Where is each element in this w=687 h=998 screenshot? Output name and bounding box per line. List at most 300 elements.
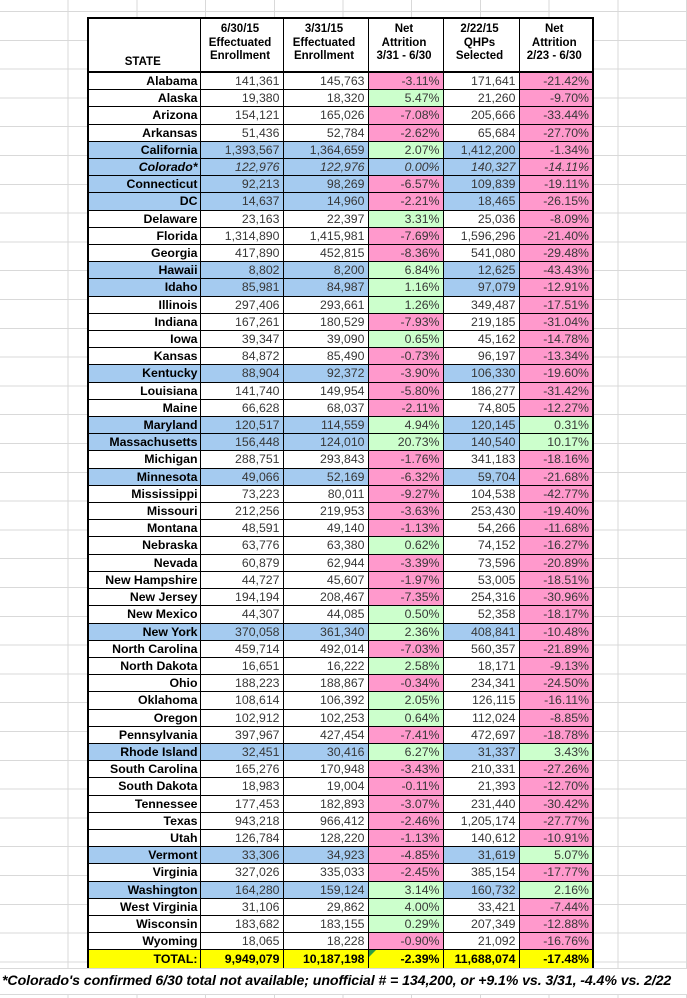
state-cell[interactable]: Oklahoma bbox=[88, 692, 200, 709]
qhps-selected-cell[interactable]: 472,697 bbox=[443, 726, 519, 743]
state-cell[interactable]: Washington bbox=[88, 881, 200, 898]
qhps-selected-cell[interactable]: 104,538 bbox=[443, 485, 519, 502]
effectuated-6-30-cell[interactable]: 33,306 bbox=[200, 847, 283, 864]
net-attrition-3-31-6-30-cell[interactable]: 2.36% bbox=[368, 623, 443, 640]
net-attrition-2-23-6-30-cell[interactable]: -1.34% bbox=[519, 141, 593, 158]
effectuated-6-30-cell[interactable]: 297,406 bbox=[200, 296, 283, 313]
state-cell[interactable]: Pennsylvania bbox=[88, 726, 200, 743]
qhps-selected-cell[interactable]: 231,440 bbox=[443, 795, 519, 812]
effectuated-3-31-cell[interactable]: 966,412 bbox=[283, 812, 368, 829]
effectuated-3-31-cell[interactable]: 49,140 bbox=[283, 520, 368, 537]
qhps-selected-cell[interactable]: 33,421 bbox=[443, 898, 519, 915]
effectuated-3-31-cell[interactable]: 1,364,659 bbox=[283, 141, 368, 158]
net-attrition-3-31-6-30-cell[interactable]: -0.90% bbox=[368, 933, 443, 950]
state-cell[interactable]: Michigan bbox=[88, 451, 200, 468]
state-cell[interactable]: Rhode Island bbox=[88, 743, 200, 760]
effectuated-6-30-cell[interactable]: 73,223 bbox=[200, 485, 283, 502]
effectuated-6-30-cell[interactable]: 108,614 bbox=[200, 692, 283, 709]
effectuated-3-31-cell[interactable]: 159,124 bbox=[283, 881, 368, 898]
net-attrition-3-31-6-30-cell[interactable]: -9.27% bbox=[368, 485, 443, 502]
net-attrition-3-31-6-30-cell[interactable]: -2.21% bbox=[368, 193, 443, 210]
effectuated-6-30-cell[interactable]: 459,714 bbox=[200, 640, 283, 657]
qhps-selected-cell[interactable]: 341,183 bbox=[443, 451, 519, 468]
state-cell[interactable]: Oregon bbox=[88, 709, 200, 726]
effectuated-6-30-cell[interactable]: 327,026 bbox=[200, 864, 283, 881]
effectuated-3-31-cell[interactable]: 492,014 bbox=[283, 640, 368, 657]
effectuated-6-30-cell[interactable]: 16,651 bbox=[200, 657, 283, 674]
effectuated-3-31-cell[interactable]: 16,222 bbox=[283, 657, 368, 674]
state-cell[interactable]: Ohio bbox=[88, 675, 200, 692]
state-cell[interactable]: Hawaii bbox=[88, 262, 200, 279]
state-cell[interactable]: Maryland bbox=[88, 417, 200, 434]
net-attrition-3-31-6-30-cell[interactable]: -3.11% bbox=[368, 72, 443, 90]
net-attrition-3-31-6-30-cell[interactable]: -6.57% bbox=[368, 176, 443, 193]
qhps-selected-cell[interactable]: 73,596 bbox=[443, 554, 519, 571]
state-cell[interactable]: Indiana bbox=[88, 313, 200, 330]
effectuated-3-31-cell[interactable]: 8,200 bbox=[283, 262, 368, 279]
net-attrition-2-23-6-30-cell[interactable]: -9.70% bbox=[519, 90, 593, 107]
total-net-attrition-3-31-6-30-cell[interactable] bbox=[368, 950, 443, 970]
qhps-selected-cell[interactable]: 54,266 bbox=[443, 520, 519, 537]
net-attrition-2-23-6-30-cell[interactable]: 10.17% bbox=[519, 434, 593, 451]
net-attrition-3-31-6-30-cell[interactable]: -0.73% bbox=[368, 348, 443, 365]
state-cell[interactable]: Arkansas bbox=[88, 124, 200, 141]
net-attrition-3-31-6-30-cell[interactable]: 0.64% bbox=[368, 709, 443, 726]
qhps-selected-cell[interactable]: 52,358 bbox=[443, 606, 519, 623]
effectuated-3-31-cell[interactable]: 98,269 bbox=[283, 176, 368, 193]
net-attrition-2-23-6-30-cell[interactable]: -8.09% bbox=[519, 210, 593, 227]
net-attrition-3-31-6-30-cell[interactable]: 0.29% bbox=[368, 915, 443, 932]
effectuated-6-30-cell[interactable]: 183,682 bbox=[200, 915, 283, 932]
net-attrition-2-23-6-30-cell[interactable]: -10.48% bbox=[519, 623, 593, 640]
state-cell[interactable]: Iowa bbox=[88, 331, 200, 348]
net-attrition-2-23-6-30-cell[interactable]: -10.91% bbox=[519, 829, 593, 846]
state-cell[interactable]: Alabama bbox=[88, 72, 200, 90]
net-attrition-2-23-6-30-cell[interactable]: -21.40% bbox=[519, 227, 593, 244]
net-attrition-3-31-6-30-cell[interactable]: 0.00% bbox=[368, 159, 443, 176]
effectuated-6-30-cell[interactable]: 165,276 bbox=[200, 761, 283, 778]
state-cell[interactable]: Idaho bbox=[88, 279, 200, 296]
qhps-selected-cell[interactable]: 120,145 bbox=[443, 417, 519, 434]
net-attrition-2-23-6-30-cell[interactable]: -16.11% bbox=[519, 692, 593, 709]
state-cell[interactable]: Maine bbox=[88, 399, 200, 416]
net-attrition-3-31-6-30-cell[interactable]: -3.07% bbox=[368, 795, 443, 812]
state-cell[interactable]: New Mexico bbox=[88, 606, 200, 623]
net-attrition-2-23-6-30-cell[interactable]: -8.85% bbox=[519, 709, 593, 726]
state-cell[interactable]: Delaware bbox=[88, 210, 200, 227]
effectuated-6-30-cell[interactable]: 44,727 bbox=[200, 571, 283, 588]
effectuated-6-30-cell[interactable]: 49,066 bbox=[200, 468, 283, 485]
net-attrition-2-23-6-30-cell[interactable]: -30.42% bbox=[519, 795, 593, 812]
net-attrition-3-31-6-30-cell[interactable]: -6.32% bbox=[368, 468, 443, 485]
state-cell[interactable]: Massachusetts bbox=[88, 434, 200, 451]
qhps-selected-cell[interactable]: 31,619 bbox=[443, 847, 519, 864]
qhps-selected-cell[interactable]: 1,205,174 bbox=[443, 812, 519, 829]
qhps-selected-cell[interactable]: 96,197 bbox=[443, 348, 519, 365]
net-attrition-2-23-6-30-cell[interactable]: -14.78% bbox=[519, 331, 593, 348]
effectuated-3-31-cell[interactable]: 1,415,981 bbox=[283, 227, 368, 244]
net-attrition-2-23-6-30-cell[interactable]: -7.44% bbox=[519, 898, 593, 915]
qhps-selected-cell[interactable]: 21,092 bbox=[443, 933, 519, 950]
state-cell[interactable]: North Carolina bbox=[88, 640, 200, 657]
state-cell[interactable]: New York bbox=[88, 623, 200, 640]
net-attrition-3-31-6-30-cell[interactable]: 1.26% bbox=[368, 296, 443, 313]
effectuated-6-30-cell[interactable]: 122,976 bbox=[200, 159, 283, 176]
effectuated-3-31-cell[interactable]: 68,037 bbox=[283, 399, 368, 416]
net-attrition-3-31-6-30-cell[interactable]: 6.27% bbox=[368, 743, 443, 760]
state-cell[interactable]: Texas bbox=[88, 812, 200, 829]
qhps-selected-cell[interactable]: 59,704 bbox=[443, 468, 519, 485]
state-cell[interactable]: Arizona bbox=[88, 107, 200, 124]
qhps-selected-cell[interactable]: 74,805 bbox=[443, 399, 519, 416]
effectuated-3-31-cell[interactable]: 29,862 bbox=[283, 898, 368, 915]
effectuated-6-30-cell[interactable]: 85,981 bbox=[200, 279, 283, 296]
effectuated-6-30-cell[interactable]: 84,872 bbox=[200, 348, 283, 365]
qhps-selected-cell[interactable]: 205,666 bbox=[443, 107, 519, 124]
effectuated-3-31-cell[interactable]: 19,004 bbox=[283, 778, 368, 795]
net-attrition-3-31-6-30-cell[interactable]: 2.05% bbox=[368, 692, 443, 709]
effectuated-6-30-cell[interactable]: 102,912 bbox=[200, 709, 283, 726]
net-attrition-2-23-6-30-cell[interactable]: -12.91% bbox=[519, 279, 593, 296]
effectuated-6-30-cell[interactable]: 417,890 bbox=[200, 245, 283, 262]
qhps-selected-cell[interactable]: 349,487 bbox=[443, 296, 519, 313]
net-attrition-3-31-6-30-cell[interactable]: -1.97% bbox=[368, 571, 443, 588]
net-attrition-2-23-6-30-cell[interactable]: -12.88% bbox=[519, 915, 593, 932]
net-attrition-2-23-6-30-cell[interactable]: -12.70% bbox=[519, 778, 593, 795]
effectuated-6-30-cell[interactable]: 212,256 bbox=[200, 503, 283, 520]
qhps-selected-cell[interactable]: 219,185 bbox=[443, 313, 519, 330]
effectuated-3-31-cell[interactable]: 80,011 bbox=[283, 485, 368, 502]
net-attrition-3-31-6-30-cell[interactable]: 4.94% bbox=[368, 417, 443, 434]
effectuated-6-30-cell[interactable]: 18,065 bbox=[200, 933, 283, 950]
net-attrition-2-23-6-30-cell[interactable]: -12.27% bbox=[519, 399, 593, 416]
qhps-selected-cell[interactable]: 186,277 bbox=[443, 382, 519, 399]
effectuated-3-31-cell[interactable]: 180,529 bbox=[283, 313, 368, 330]
state-cell[interactable]: Florida bbox=[88, 227, 200, 244]
effectuated-3-31-cell[interactable]: 102,253 bbox=[283, 709, 368, 726]
effectuated-3-31-cell[interactable]: 182,893 bbox=[283, 795, 368, 812]
qhps-selected-cell[interactable]: 112,024 bbox=[443, 709, 519, 726]
net-attrition-3-31-6-30-cell[interactable]: 0.62% bbox=[368, 537, 443, 554]
net-attrition-3-31-6-30-cell[interactable]: 20.73% bbox=[368, 434, 443, 451]
effectuated-6-30-cell[interactable]: 370,058 bbox=[200, 623, 283, 640]
qhps-selected-cell[interactable]: 408,841 bbox=[443, 623, 519, 640]
net-attrition-2-23-6-30-cell[interactable]: -31.42% bbox=[519, 382, 593, 399]
qhps-selected-cell[interactable]: 21,393 bbox=[443, 778, 519, 795]
qhps-selected-cell[interactable]: 106,330 bbox=[443, 365, 519, 382]
total-net-attrition-2-23-6-30-cell[interactable]: -17.48% bbox=[519, 950, 593, 970]
effectuated-6-30-cell[interactable]: 23,163 bbox=[200, 210, 283, 227]
net-attrition-2-23-6-30-cell[interactable]: -18.51% bbox=[519, 571, 593, 588]
effectuated-6-30-cell[interactable]: 8,802 bbox=[200, 262, 283, 279]
qhps-selected-cell[interactable]: 53,005 bbox=[443, 571, 519, 588]
header-effectuated-3-31[interactable] bbox=[283, 18, 368, 72]
qhps-selected-cell[interactable]: 385,154 bbox=[443, 864, 519, 881]
effectuated-6-30-cell[interactable]: 188,223 bbox=[200, 675, 283, 692]
net-attrition-2-23-6-30-cell[interactable]: -17.77% bbox=[519, 864, 593, 881]
state-cell[interactable]: Kansas bbox=[88, 348, 200, 365]
effectuated-6-30-cell[interactable]: 164,280 bbox=[200, 881, 283, 898]
state-cell[interactable]: Nebraska bbox=[88, 537, 200, 554]
qhps-selected-cell[interactable]: 109,839 bbox=[443, 176, 519, 193]
effectuated-3-31-cell[interactable]: 39,090 bbox=[283, 331, 368, 348]
effectuated-6-30-cell[interactable]: 167,261 bbox=[200, 313, 283, 330]
effectuated-6-30-cell[interactable]: 32,451 bbox=[200, 743, 283, 760]
effectuated-3-31-cell[interactable]: 128,220 bbox=[283, 829, 368, 846]
state-cell[interactable]: North Dakota bbox=[88, 657, 200, 674]
header-qhps-selected[interactable] bbox=[443, 18, 519, 72]
effectuated-6-30-cell[interactable]: 92,213 bbox=[200, 176, 283, 193]
net-attrition-3-31-6-30-cell[interactable]: -7.69% bbox=[368, 227, 443, 244]
effectuated-3-31-cell[interactable]: 219,953 bbox=[283, 503, 368, 520]
qhps-selected-cell[interactable]: 140,540 bbox=[443, 434, 519, 451]
effectuated-3-31-cell[interactable]: 427,454 bbox=[283, 726, 368, 743]
state-cell[interactable]: Montana bbox=[88, 520, 200, 537]
net-attrition-3-31-6-30-cell[interactable]: -1.13% bbox=[368, 829, 443, 846]
net-attrition-2-23-6-30-cell[interactable]: -17.51% bbox=[519, 296, 593, 313]
net-attrition-3-31-6-30-cell[interactable]: -8.36% bbox=[368, 245, 443, 262]
net-attrition-3-31-6-30-cell[interactable]: 0.65% bbox=[368, 331, 443, 348]
net-attrition-3-31-6-30-cell[interactable]: -7.08% bbox=[368, 107, 443, 124]
effectuated-6-30-cell[interactable]: 44,307 bbox=[200, 606, 283, 623]
effectuated-3-31-cell[interactable]: 62,944 bbox=[283, 554, 368, 571]
qhps-selected-cell[interactable]: 25,036 bbox=[443, 210, 519, 227]
net-attrition-3-31-6-30-cell[interactable]: -3.90% bbox=[368, 365, 443, 382]
effectuated-3-31-cell[interactable]: 85,490 bbox=[283, 348, 368, 365]
net-attrition-3-31-6-30-cell[interactable]: -7.35% bbox=[368, 589, 443, 606]
effectuated-6-30-cell[interactable]: 177,453 bbox=[200, 795, 283, 812]
effectuated-3-31-cell[interactable]: 293,843 bbox=[283, 451, 368, 468]
net-attrition-2-23-6-30-cell[interactable]: -21.89% bbox=[519, 640, 593, 657]
net-attrition-2-23-6-30-cell[interactable]: 0.31% bbox=[519, 417, 593, 434]
effectuated-6-30-cell[interactable]: 1,314,890 bbox=[200, 227, 283, 244]
net-attrition-3-31-6-30-cell[interactable]: -2.62% bbox=[368, 124, 443, 141]
net-attrition-3-31-6-30-cell[interactable]: -2.45% bbox=[368, 864, 443, 881]
qhps-selected-cell[interactable]: 65,684 bbox=[443, 124, 519, 141]
effectuated-3-31-cell[interactable]: 208,467 bbox=[283, 589, 368, 606]
net-attrition-3-31-6-30-cell[interactable]: -3.63% bbox=[368, 503, 443, 520]
effectuated-6-30-cell[interactable]: 14,637 bbox=[200, 193, 283, 210]
header-net-attrition-2-23-6-30[interactable] bbox=[519, 18, 593, 72]
net-attrition-3-31-6-30-cell[interactable]: -5.80% bbox=[368, 382, 443, 399]
net-attrition-2-23-6-30-cell[interactable]: -42.77% bbox=[519, 485, 593, 502]
effectuated-6-30-cell[interactable]: 66,628 bbox=[200, 399, 283, 416]
effectuated-3-31-cell[interactable]: 22,397 bbox=[283, 210, 368, 227]
effectuated-3-31-cell[interactable]: 335,033 bbox=[283, 864, 368, 881]
effectuated-3-31-cell[interactable]: 84,987 bbox=[283, 279, 368, 296]
state-cell[interactable]: Utah bbox=[88, 829, 200, 846]
effectuated-3-31-cell[interactable]: 170,948 bbox=[283, 761, 368, 778]
state-cell[interactable]: South Carolina bbox=[88, 761, 200, 778]
net-attrition-2-23-6-30-cell[interactable]: -27.70% bbox=[519, 124, 593, 141]
effectuated-6-30-cell[interactable]: 943,218 bbox=[200, 812, 283, 829]
net-attrition-3-31-6-30-cell[interactable]: -0.34% bbox=[368, 675, 443, 692]
net-attrition-3-31-6-30-cell[interactable]: -2.46% bbox=[368, 812, 443, 829]
total-qhps-selected-cell[interactable]: 11,688,074 bbox=[443, 950, 519, 970]
net-attrition-2-23-6-30-cell[interactable]: -19.11% bbox=[519, 176, 593, 193]
effectuated-3-31-cell[interactable]: 361,340 bbox=[283, 623, 368, 640]
state-cell[interactable]: Wyoming bbox=[88, 933, 200, 950]
state-cell[interactable]: Kentucky bbox=[88, 365, 200, 382]
effectuated-3-31-cell[interactable]: 114,559 bbox=[283, 417, 368, 434]
effectuated-3-31-cell[interactable]: 18,320 bbox=[283, 90, 368, 107]
total-label-cell[interactable]: TOTAL: bbox=[88, 950, 200, 970]
state-cell[interactable]: Connecticut bbox=[88, 176, 200, 193]
effectuated-3-31-cell[interactable]: 165,026 bbox=[283, 107, 368, 124]
qhps-selected-cell[interactable]: 1,412,200 bbox=[443, 141, 519, 158]
net-attrition-2-23-6-30-cell[interactable]: -31.04% bbox=[519, 313, 593, 330]
effectuated-6-30-cell[interactable]: 120,517 bbox=[200, 417, 283, 434]
state-cell[interactable]: Georgia bbox=[88, 245, 200, 262]
net-attrition-2-23-6-30-cell[interactable]: -19.40% bbox=[519, 503, 593, 520]
net-attrition-3-31-6-30-cell[interactable]: -3.39% bbox=[368, 554, 443, 571]
effectuated-6-30-cell[interactable]: 31,106 bbox=[200, 898, 283, 915]
effectuated-6-30-cell[interactable]: 19,380 bbox=[200, 90, 283, 107]
net-attrition-3-31-6-30-cell[interactable]: 0.50% bbox=[368, 606, 443, 623]
qhps-selected-cell[interactable]: 1,596,296 bbox=[443, 227, 519, 244]
state-cell[interactable]: Minnesota bbox=[88, 468, 200, 485]
qhps-selected-cell[interactable]: 253,430 bbox=[443, 503, 519, 520]
state-cell[interactable]: Wisconsin bbox=[88, 915, 200, 932]
effectuated-3-31-cell[interactable]: 106,392 bbox=[283, 692, 368, 709]
net-attrition-2-23-6-30-cell[interactable]: -13.34% bbox=[519, 348, 593, 365]
state-cell[interactable]: Alaska bbox=[88, 90, 200, 107]
net-attrition-2-23-6-30-cell[interactable]: -14.11% bbox=[519, 159, 593, 176]
total-effectuated-3-31-cell[interactable]: 10,187,198 bbox=[283, 950, 368, 970]
net-attrition-3-31-6-30-cell[interactable]: -4.85% bbox=[368, 847, 443, 864]
effectuated-6-30-cell[interactable]: 60,879 bbox=[200, 554, 283, 571]
effectuated-3-31-cell[interactable]: 30,416 bbox=[283, 743, 368, 760]
net-attrition-2-23-6-30-cell[interactable]: -26.15% bbox=[519, 193, 593, 210]
net-attrition-3-31-6-30-cell[interactable]: 2.58% bbox=[368, 657, 443, 674]
effectuated-3-31-cell[interactable]: 188,867 bbox=[283, 675, 368, 692]
qhps-selected-cell[interactable]: 12,625 bbox=[443, 262, 519, 279]
header-state[interactable] bbox=[88, 18, 200, 72]
net-attrition-2-23-6-30-cell[interactable]: 5.07% bbox=[519, 847, 593, 864]
net-attrition-3-31-6-30-cell[interactable]: -1.76% bbox=[368, 451, 443, 468]
effectuated-6-30-cell[interactable]: 18,983 bbox=[200, 778, 283, 795]
effectuated-3-31-cell[interactable]: 14,960 bbox=[283, 193, 368, 210]
total-effectuated-6-30-cell[interactable]: 9,949,079 bbox=[200, 950, 283, 970]
net-attrition-2-23-6-30-cell[interactable]: -11.68% bbox=[519, 520, 593, 537]
effectuated-3-31-cell[interactable]: 183,155 bbox=[283, 915, 368, 932]
net-attrition-2-23-6-30-cell[interactable]: 3.43% bbox=[519, 743, 593, 760]
net-attrition-3-31-6-30-cell[interactable]: -7.93% bbox=[368, 313, 443, 330]
qhps-selected-cell[interactable]: 254,316 bbox=[443, 589, 519, 606]
state-cell[interactable]: California bbox=[88, 141, 200, 158]
effectuated-3-31-cell[interactable]: 18,228 bbox=[283, 933, 368, 950]
net-attrition-2-23-6-30-cell[interactable]: -27.26% bbox=[519, 761, 593, 778]
effectuated-6-30-cell[interactable]: 156,448 bbox=[200, 434, 283, 451]
qhps-selected-cell[interactable]: 18,465 bbox=[443, 193, 519, 210]
net-attrition-3-31-6-30-cell[interactable]: -0.11% bbox=[368, 778, 443, 795]
header-effectuated-6-30[interactable] bbox=[200, 18, 283, 72]
net-attrition-2-23-6-30-cell[interactable]: -18.17% bbox=[519, 606, 593, 623]
state-cell[interactable]: New Jersey bbox=[88, 589, 200, 606]
effectuated-3-31-cell[interactable]: 293,661 bbox=[283, 296, 368, 313]
net-attrition-3-31-6-30-cell[interactable]: -1.13% bbox=[368, 520, 443, 537]
state-cell[interactable]: New Hampshire bbox=[88, 571, 200, 588]
qhps-selected-cell[interactable]: 140,612 bbox=[443, 829, 519, 846]
effectuated-3-31-cell[interactable]: 452,815 bbox=[283, 245, 368, 262]
effectuated-3-31-cell[interactable]: 52,784 bbox=[283, 124, 368, 141]
effectuated-3-31-cell[interactable]: 122,976 bbox=[283, 159, 368, 176]
effectuated-6-30-cell[interactable]: 397,967 bbox=[200, 726, 283, 743]
net-attrition-2-23-6-30-cell[interactable]: -16.76% bbox=[519, 933, 593, 950]
net-attrition-2-23-6-30-cell[interactable]: -19.60% bbox=[519, 365, 593, 382]
qhps-selected-cell[interactable]: 160,732 bbox=[443, 881, 519, 898]
effectuated-6-30-cell[interactable]: 141,361 bbox=[200, 72, 283, 90]
qhps-selected-cell[interactable]: 560,357 bbox=[443, 640, 519, 657]
qhps-selected-cell[interactable]: 210,331 bbox=[443, 761, 519, 778]
qhps-selected-cell[interactable]: 207,349 bbox=[443, 915, 519, 932]
qhps-selected-cell[interactable]: 74,152 bbox=[443, 537, 519, 554]
net-attrition-2-23-6-30-cell[interactable]: -24.50% bbox=[519, 675, 593, 692]
effectuated-3-31-cell[interactable]: 149,954 bbox=[283, 382, 368, 399]
effectuated-6-30-cell[interactable]: 51,436 bbox=[200, 124, 283, 141]
net-attrition-3-31-6-30-cell[interactable]: -7.03% bbox=[368, 640, 443, 657]
effectuated-6-30-cell[interactable]: 141,740 bbox=[200, 382, 283, 399]
effectuated-6-30-cell[interactable]: 126,784 bbox=[200, 829, 283, 846]
effectuated-3-31-cell[interactable]: 45,607 bbox=[283, 571, 368, 588]
net-attrition-2-23-6-30-cell[interactable]: -43.43% bbox=[519, 262, 593, 279]
effectuated-6-30-cell[interactable]: 154,121 bbox=[200, 107, 283, 124]
qhps-selected-cell[interactable]: 21,260 bbox=[443, 90, 519, 107]
state-cell[interactable]: Missouri bbox=[88, 503, 200, 520]
effectuated-3-31-cell[interactable]: 44,085 bbox=[283, 606, 368, 623]
state-cell[interactable]: DC bbox=[88, 193, 200, 210]
effectuated-6-30-cell[interactable]: 63,776 bbox=[200, 537, 283, 554]
net-attrition-2-23-6-30-cell[interactable]: -33.44% bbox=[519, 107, 593, 124]
qhps-selected-cell[interactable]: 171,641 bbox=[443, 72, 519, 90]
net-attrition-3-31-6-30-cell[interactable]: 5.47% bbox=[368, 90, 443, 107]
net-attrition-2-23-6-30-cell[interactable]: -20.89% bbox=[519, 554, 593, 571]
effectuated-3-31-cell[interactable]: 124,010 bbox=[283, 434, 368, 451]
effectuated-6-30-cell[interactable]: 194,194 bbox=[200, 589, 283, 606]
effectuated-3-31-cell[interactable]: 63,380 bbox=[283, 537, 368, 554]
state-cell[interactable]: Louisiana bbox=[88, 382, 200, 399]
net-attrition-3-31-6-30-cell[interactable]: 3.31% bbox=[368, 210, 443, 227]
effectuated-3-31-cell[interactable]: 34,923 bbox=[283, 847, 368, 864]
net-attrition-2-23-6-30-cell[interactable]: -30.96% bbox=[519, 589, 593, 606]
qhps-selected-cell[interactable]: 140,327 bbox=[443, 159, 519, 176]
effectuated-3-31-cell[interactable]: 52,169 bbox=[283, 468, 368, 485]
qhps-selected-cell[interactable]: 31,337 bbox=[443, 743, 519, 760]
net-attrition-3-31-6-30-cell[interactable]: 6.84% bbox=[368, 262, 443, 279]
effectuated-6-30-cell[interactable]: 48,591 bbox=[200, 520, 283, 537]
net-attrition-2-23-6-30-cell[interactable]: -21.42% bbox=[519, 72, 593, 90]
state-cell[interactable]: South Dakota bbox=[88, 778, 200, 795]
state-cell[interactable]: Virginia bbox=[88, 864, 200, 881]
net-attrition-2-23-6-30-cell[interactable]: -18.78% bbox=[519, 726, 593, 743]
effectuated-3-31-cell[interactable]: 145,763 bbox=[283, 72, 368, 90]
net-attrition-3-31-6-30-cell[interactable]: 2.07% bbox=[368, 141, 443, 158]
net-attrition-3-31-6-30-cell[interactable]: -7.41% bbox=[368, 726, 443, 743]
net-attrition-3-31-6-30-cell[interactable]: -2.11% bbox=[368, 399, 443, 416]
net-attrition-3-31-6-30-cell[interactable]: 4.00% bbox=[368, 898, 443, 915]
effectuated-6-30-cell[interactable]: 88,904 bbox=[200, 365, 283, 382]
net-attrition-3-31-6-30-cell[interactable]: -3.43% bbox=[368, 761, 443, 778]
state-cell[interactable]: Colorado* bbox=[88, 159, 200, 176]
net-attrition-2-23-6-30-cell[interactable]: -29.48% bbox=[519, 245, 593, 262]
header-net-attrition-3-31-6-30[interactable] bbox=[368, 18, 443, 72]
net-attrition-3-31-6-30-cell[interactable]: 1.16% bbox=[368, 279, 443, 296]
state-cell[interactable]: Nevada bbox=[88, 554, 200, 571]
qhps-selected-cell[interactable]: 234,341 bbox=[443, 675, 519, 692]
net-attrition-2-23-6-30-cell[interactable]: -27.77% bbox=[519, 812, 593, 829]
net-attrition-2-23-6-30-cell[interactable]: -18.16% bbox=[519, 451, 593, 468]
state-cell[interactable]: Mississippi bbox=[88, 485, 200, 502]
